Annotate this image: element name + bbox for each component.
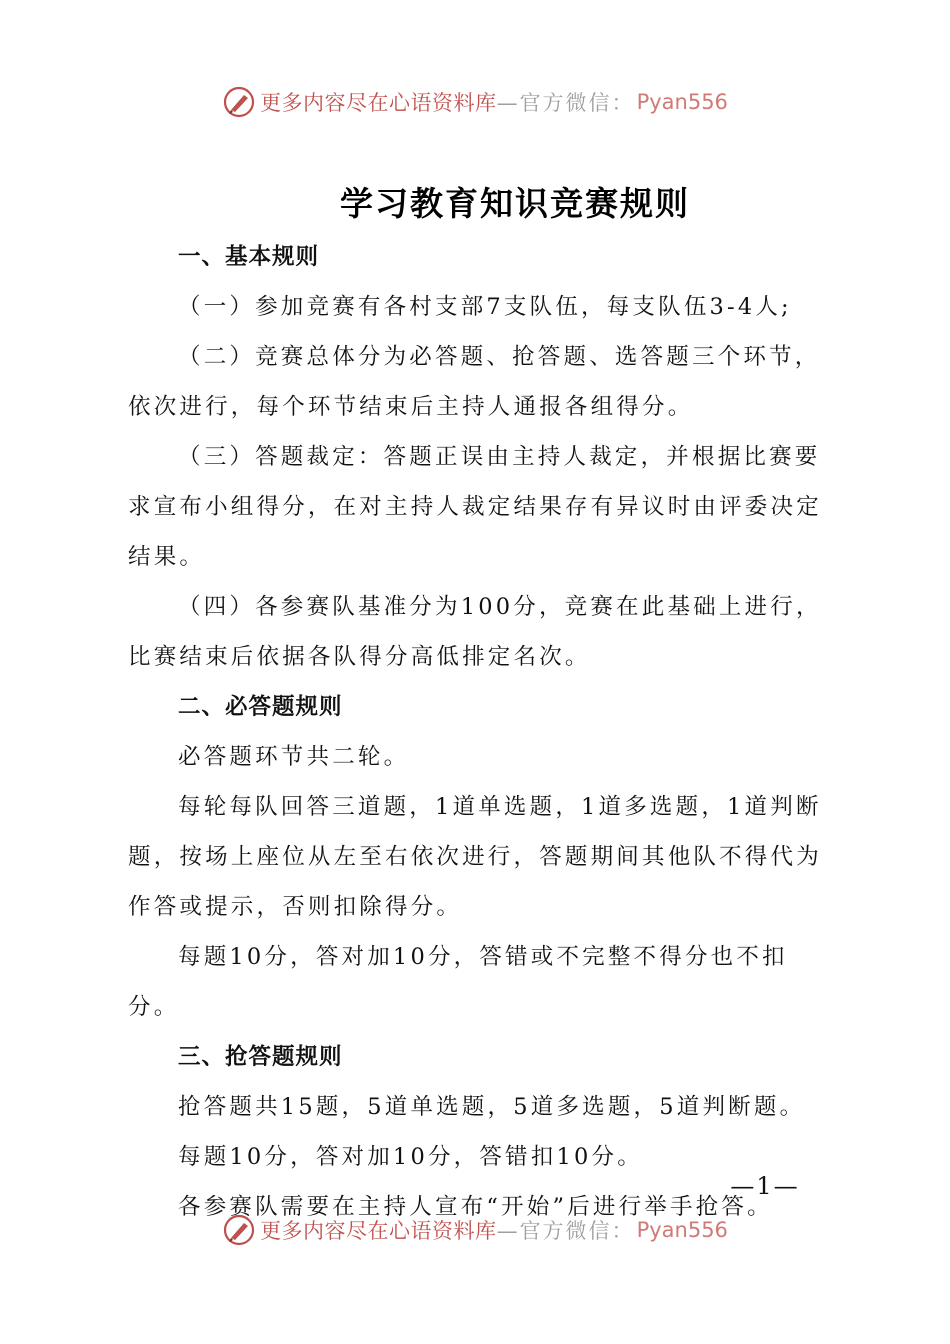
paragraph: 抢答题共15题，5道单选题，5道多选题，5道判断题。 [178, 1094, 806, 1120]
paragraph: （二）竞赛总体分为必答题、抢答题、选答题三个环节，依次进行，每个环节结束后主持人通报各组得分。 [128, 344, 821, 420]
document-title: 学习教育知识竞赛规则 [340, 184, 690, 223]
pen-logo-icon [222, 85, 256, 119]
paragraph: （三）答题裁定：答题正误由主持人裁定，并根据比赛要求宣布小组得分，在对主持人裁定结果存有异议时由评委决定结果。 [128, 444, 822, 570]
watermark-separator: —官方微信： [496, 1219, 635, 1243]
document-body [128, 232, 833, 1232]
watermark-separator: —官方微信： [496, 91, 635, 115]
pen-logo-icon [222, 1213, 256, 1247]
watermark-wechat-id: Pyan556 [636, 90, 728, 114]
paragraph: 必答题环节共二轮。 [178, 744, 410, 770]
paragraph: 每题10分，答对加10分，答错或不完整不得分也不扣分。 [128, 944, 788, 1020]
section-heading: 三、抢答题规则 [178, 1044, 343, 1070]
watermark-banner-bottom [0, 1210, 950, 1250]
page-number: —1— [730, 1172, 800, 1200]
watermark-wechat-id: Pyan556 [636, 1218, 728, 1242]
paragraph: （一）参加竞赛有各村支部7支队伍，每支队伍3-4人; [178, 294, 792, 320]
section-heading: 二、必答题规则 [178, 694, 343, 720]
paragraph: （四）各参赛队基准分为100分，竞赛在此基础上进行，比赛结束后依据各队得分高低排定名次。 [128, 594, 822, 670]
watermark-banner-top [0, 82, 950, 122]
watermark-main-text: 更多内容尽在心语资料库 [260, 91, 497, 115]
paragraph: 每轮每队回答三道题，1道单选题，1道多选题，1道判断题，按场上座位从左至右依次进行，答题期间其他队不得代为作答或提示，否则扣除得分。 [128, 794, 822, 920]
paragraph: 每题10分，答对加10分，答错扣10分。 [178, 1144, 643, 1170]
paragraph: 各参赛队需要在主持人宣布“开始”后进行举手抢答。 [178, 1194, 773, 1220]
section-heading: 一、基本规则 [178, 244, 320, 270]
watermark-main-text: 更多内容尽在心语资料库 [260, 1219, 497, 1243]
